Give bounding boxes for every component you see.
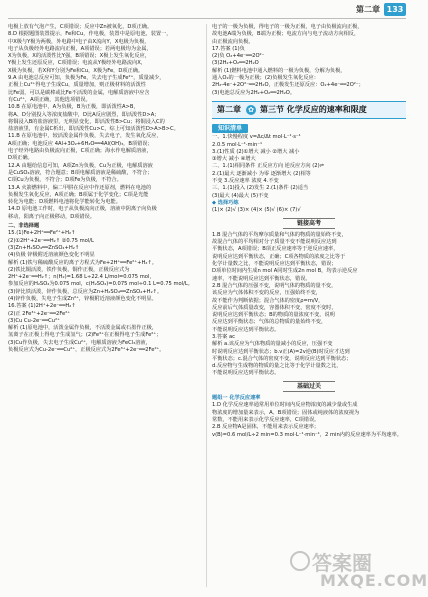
section-title: 第三节 化学反应的速率和限度 <box>260 105 367 115</box>
text-line: 由正极流向负极。 <box>212 38 254 45</box>
text-line: (3)锌比铁活泼，锌作负极，总反应为Zn+H₂SO₄══ZnSO₄+H₂↑。 <box>8 288 163 295</box>
text-line: (2)①2H⁺+2e⁻══H₂↑ ②0.75 mol/L <box>8 237 94 244</box>
text-line: 电子的一极为负极，得电子的一极为正极，电子由负极流向正极， <box>212 24 363 30</box>
text-line: 速率，不能说明反应达到平衡状态，错误。 <box>212 275 311 282</box>
text-line: 不变 3.反应速率 浓度 4.不变 <box>212 178 279 185</box>
text-line: (3)2H₂+O₂══2H₂O <box>212 60 259 67</box>
text-line: Y极上发生还原反应，C项错误；电流从Y极经外电路流向X， <box>8 60 147 67</box>
text-line: 化学计量数之比，不能说明反应达到平衡状态，错误； <box>212 261 337 268</box>
page-number-badge: 133 <box>384 3 406 16</box>
running-header-chapter: 第二章 <box>356 5 380 14</box>
section-heading: 二、非选择题 <box>8 223 40 230</box>
text-line: v(B)=0.6 mol/L÷2 min=0.3 mol·L⁻¹·min⁻¹，2 min内的反应速率为平均速率。 <box>212 431 402 438</box>
text-line: 10.B 在原电池中，A为负极，B为正极，即活泼性A>B， <box>8 104 139 111</box>
chapter-number: 第二章 <box>217 105 241 115</box>
text-line: 平衡状态，A项错误；B项正反应速率等于逆反应速率， <box>212 246 339 253</box>
text-line: (3)最大 (4)最大 (5)不变 <box>212 192 269 199</box>
text-line: (3)Cu作负极，失去电子生成Cu²⁺，电解质溶液为FeCl₃溶液， <box>8 339 151 346</box>
text-line: 3.答案 ac <box>212 333 236 340</box>
text-line: 故电池A端为负极，B端为正极；电流方向与电子流动方向相反， <box>212 31 360 38</box>
text-line: 3.(1)性质 (2)①增大 减小 ②增大 减小 <box>212 148 300 155</box>
basics-label: 基础过关 <box>283 381 335 392</box>
text-line: 不能说明反应达到平衡状态。 <box>212 326 280 333</box>
text-line: 中X极与Y极为两极，外电路中电子由X流向Y，X电极为负极， <box>8 38 150 45</box>
text-line: 2.0.5 mol·L⁻¹·min⁻¹ <box>212 141 263 148</box>
text-line: 移动，阳离子向正极移动，D项错误。 <box>8 213 95 220</box>
text-line: 正极上Cu²⁺得电子生成Cu，质量增加，则正极材料的活泼性 <box>8 82 146 89</box>
text-line: 11.B 在原电池中，较活泼金属作负极，失去电子，发生氧化反应， <box>8 133 162 140</box>
text-line: 2H₂-4e⁻+2O²⁻══2H₂O，正极发生还原反应：O₂+4e⁻══2O²⁻； <box>212 82 364 89</box>
text-line: X为负极，X的活泼性比Y强，B项错误；X极上发生氧化反应， <box>8 53 150 60</box>
text-line: 2.(1)最大 逐渐减小 为零 逐渐增大 (2)相等 <box>212 170 311 177</box>
text-line: 说明反应达到平衡状态；B的物质的量浓度不变，说明 <box>212 312 335 319</box>
watermark-english: MXQE.COM <box>320 571 428 590</box>
text-line: 负极反应式为Cu-2e⁻══Cu²⁺，正极反应式为2Fe³⁺+2e⁻══2Fe²⁺。 <box>8 347 165 354</box>
text-line: 是CuSO₄溶液，符合题意；B项电解质溶液是稀硫酸，不符合； <box>8 169 153 176</box>
text-line: (2)正 2Fe³⁺+2e⁻══2Fe²⁺ <box>8 310 71 317</box>
text-line: d.反应物与生成物的物质的量之比等于化学计量数之比， <box>212 363 342 370</box>
basics-tag <box>212 381 406 392</box>
text-line: 常数，不能用来表示化学反应速率，C项错误。 <box>212 416 320 423</box>
text-line: 解析 a.该反应为气体物质的量减小的反应，压强不变 <box>212 341 333 348</box>
text-line: 氢离子在正极上得电子生成氢气；(2)Fe³⁺在正极得电子生成Fe²⁺； <box>8 332 162 339</box>
gear-icon: ✿ <box>246 105 256 115</box>
text-line: 说明反应达到平衡状态，正确；C项各物质的浓度之比等于 <box>212 253 346 260</box>
text-line: 17.答案 (1)负 <box>212 45 245 52</box>
text-line: 一、1.快慢程度 v=Δc/Δt mol·L⁻¹·s⁻¹ <box>212 134 301 141</box>
text-line: ③增大 减小 ④增大 <box>212 156 256 163</box>
text-line: 1.B 混合气体的平均摩尔质量和气体的物质的量始终不变， <box>212 231 347 238</box>
text-line: 2.B 反应物A是固体，不能用来表示反应速率； <box>212 424 320 431</box>
text-line: 15.(1)Fe+2H⁺══Fe²⁺+H₂↑ <box>8 230 76 237</box>
text-line: 解析 (1)燃料电池中通入燃料的一极为负极，分解为负极， <box>212 67 346 74</box>
text-line: 故不能作为判断依据；混合气体的密度ρ=m/V， <box>212 297 324 304</box>
text-line: 故混合气体的平均相对分子质量不变不能说明反应达到 <box>212 239 337 246</box>
text-line: 二、1.(1)相同条件 正反应方向 逆反应方向 (2)⇌ <box>212 163 324 170</box>
text-line: 解析 (1)铁与稀硫酸反应的离子方程式为Fe+2H⁺══Fe²⁺+H₂↑。 <box>8 259 157 266</box>
text-line: 负极发生氧化反应，A项正确；B项属于化学变化；C项是光能 <box>8 191 149 198</box>
text-line: 9.A 由电池总反应可知，负极为Fe，失去电子生成Fe²⁺，质量减少， <box>8 75 165 82</box>
text-line: 反应达到平衡状态；气体的总物质的量始终不变， <box>212 319 327 326</box>
text-line: 时说明反应达到平衡状态；b.v正(A)=2v逆(B)时反应才达到 <box>212 348 350 355</box>
text-line: 三、1.(1)投入 (2)发生 2.(1)条件 (2)适当 <box>212 185 309 192</box>
text-line: D项正确。 <box>8 155 33 162</box>
text-line: 参加反应的H₂SO₄为0.075 mol，c(H₂SO₄)=0.075 mol÷0.1 L=0.75 mol/L。 <box>8 281 193 288</box>
text-line: 12.A 由题给信息可知，A项Zn为负极，Cu为正极，电解质溶液 <box>8 162 153 169</box>
text-line: (3)Zn+H₂SO₄══ZnSO₄+H₂↑ <box>8 244 80 251</box>
text-line: 16.答案 (1)2H⁺+2e⁻══H₂↑ <box>8 303 76 310</box>
header-rule <box>8 18 406 19</box>
text-line: (3)电池总反应为2H₂+O₂══2H₂O。 <box>212 89 296 96</box>
text-line: 解析 (1)原电池中，活泼金属作负极，不活泼金属或石墨作正极， <box>8 325 158 332</box>
text-line: 将铜浸入B的盐溶液里，无明显变化，即活泼性B>Cu；将铜浸入C的 <box>8 118 165 125</box>
text-line: C项Cu为负极，不符合；D项Fe为负极，不符合。 <box>8 177 122 184</box>
text-line: D项单位时间内生成n mol A同时生成2n mol B，均表示逆反应 <box>212 268 358 275</box>
text-line: (2)铁比铜活泼，铁作负极，铜作正极，正极反应式为 <box>8 266 130 273</box>
text-line: 转化为电能；D项燃料电池将化学能转化为电能。 <box>8 199 121 206</box>
text-line: 反应前后气体质量改变，容器体积不变，密度不变时， <box>212 304 337 311</box>
knowledge-list-tag: 知识清单 <box>212 124 248 133</box>
text-line: 14.D 原电池工作时，电子从负极流向正极，溶液中阴离子向负极 <box>8 206 157 213</box>
text-line: 比Fe弱，可以是碳棒或比Fe不活泼的金属，电解质溶液中应含 <box>8 89 150 96</box>
gaokao-link-tag <box>212 218 406 229</box>
text-line: 2H⁺+2e⁻══H₂↑；n(H₂)=1.68 L÷22.4 L/mol=0.075 mol， <box>8 274 155 281</box>
text-line: X极为负极，若X和Y分别为Fe和Cu，X极为Fe，D项正确。 <box>8 67 144 74</box>
text-line: 不能说明反应达到平衡状态。 <box>212 370 280 377</box>
text-line: 电子从负极经外电路流向正极，A项错误；若两电极均为金属， <box>8 45 152 52</box>
gaokao-link-label: 链接高考 <box>283 218 335 229</box>
quiz-answers: (1)× (2)√ (3)× (4)× (5)√ (6)× (7)√ <box>212 207 301 214</box>
chapter-banner <box>212 101 406 119</box>
text-line: 将A、D分别投入等浓度盐酸中，D比A反应剧烈，即活泼性D>A； <box>8 111 160 118</box>
quiz-heading: ◆ 选择巧练 <box>212 199 239 206</box>
right-column <box>212 24 406 589</box>
text-line: 通入O₂的一极为正极；(2)负极发生氧化反应： <box>212 75 319 82</box>
text-line: 8.D 根据题图装置提示，Fe和Cu，作电极，装置中是原电池，装置一， <box>8 31 172 38</box>
watermark-chinese: 答案圈 <box>312 551 372 575</box>
text-line: A项正确；电池反应 4Al+3O₂+6H₂O══4Al(OH)₃，B项错误； <box>8 140 153 147</box>
text-line: (2)负 O₂+4e⁻══2O²⁻ <box>212 53 265 60</box>
text-line: 13.A 火箭燃料中，偏二甲肼在反应中作还原剂，燃料在电池的 <box>8 184 152 191</box>
column-divider <box>206 24 207 587</box>
left-column <box>8 24 201 589</box>
topic-group-heading: 题组一 化学反应速率 <box>212 395 261 402</box>
text-line: 物浓度的增加量来表示，A、B项错误；固体或纯液体的浓度视为 <box>212 409 360 416</box>
text-line: (3)Cu Cu-2e⁻══Cu²⁺ <box>8 317 60 324</box>
text-line: 1.D 化学反应速率通常用单位时间内反应物浓度的减少量或生成 <box>212 402 358 409</box>
text-line: 该反应为气体体积不变的反应，压强始终不变， <box>212 290 321 297</box>
text-line: 2.B 混合气体的压强不变，说明气体的物质的量不变， <box>212 282 337 289</box>
text-line: 盐溶液里，有金属C析出，即活泼性Cu>C，综上可知活泼性D>A>B>C。 <box>8 126 179 133</box>
text-line: 有Cu²⁺，A项正确，其他选项错误。 <box>8 96 91 103</box>
text-line: 平衡状态；c.混合气体的密度不变，说明反应达到平衡状态； <box>212 355 352 362</box>
text-line: 电极上放有气泡产生，C项错误；反应中Zn被氧化，D项正确。 <box>8 24 153 30</box>
text-line: 电子经外电路由负极流向正极，C项正确；海水作电解质溶液， <box>8 148 152 155</box>
text-line: (4)锌作负极，失电子生成Zn²⁺，锌极附近溶液颜色变化不明显。 <box>8 295 157 302</box>
text-line: (4)负极 锌极附近溶液颜色变化不明显 <box>8 252 95 259</box>
